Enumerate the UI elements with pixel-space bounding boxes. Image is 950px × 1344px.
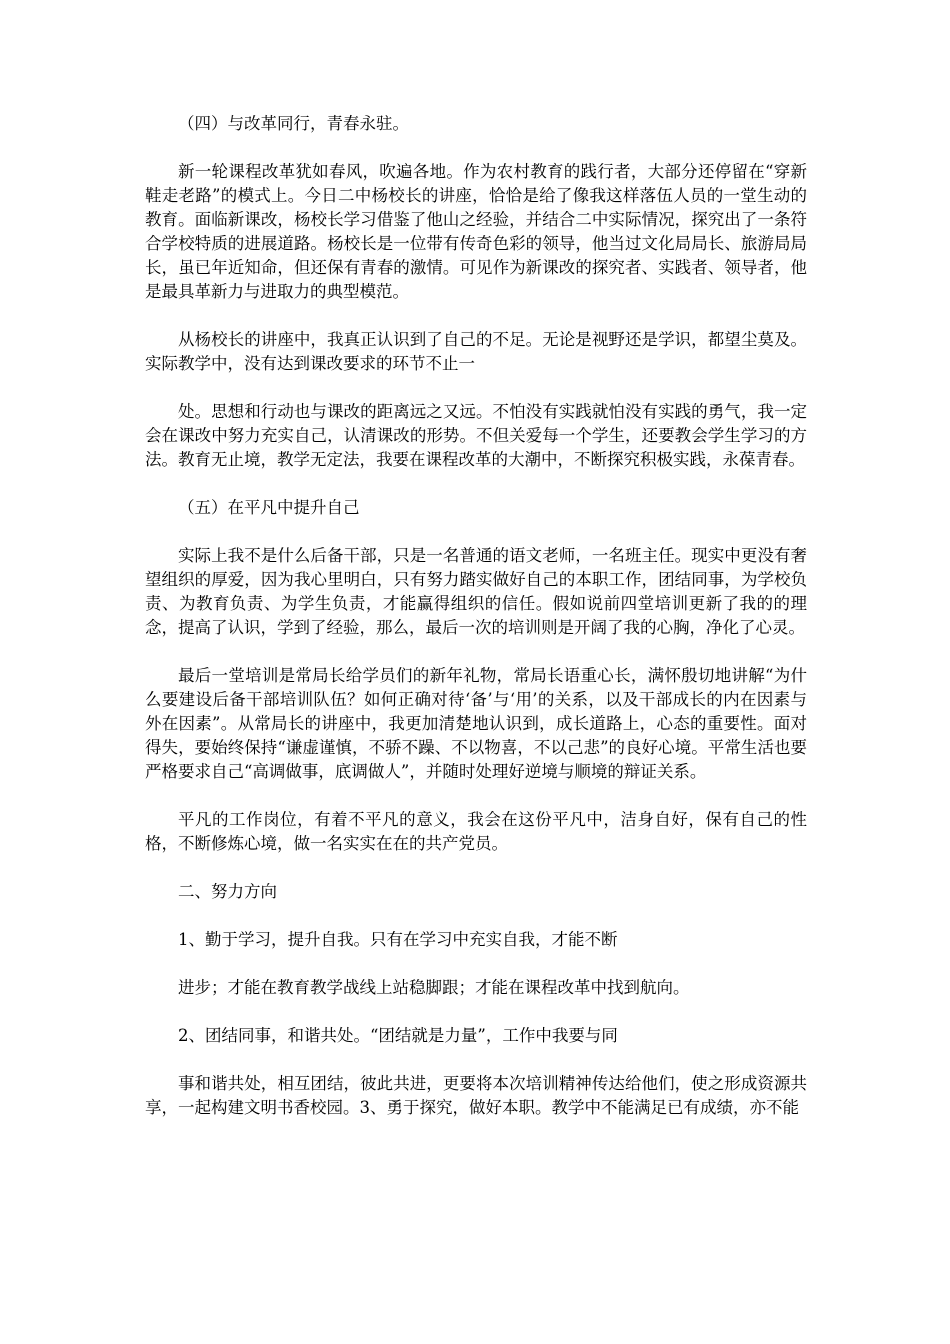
paragraph: 从杨校长的讲座中，我真正认识到了自己的不足。无论是视野还是学识，都望尘莫及。实际教学中，没有达到课改要求的环节不止一 <box>145 330 807 373</box>
paragraph: 事和谐共处，相互团结，彼此共进，更要将本次培训精神传达给他们，使之形成资源共享，一起构建文明书香校园。3、勇于探究，做好本职。教学中不能满足已有成绩，亦不能 <box>145 1074 807 1117</box>
list-item: 2、团结同事，和谐共处。“团结就是力量”，工作中我要与同 <box>178 1026 618 1045</box>
paragraph: 处。思想和行动也与课改的距离远之又远。不怕没有实践就怕没有实践的勇气，我一定会在课改中努力充实自己，认清课改的形势。不但关爱每一个学生，还要教会学生学习的方法。教育无止境，教学无定法，我要在课程改革的大潮中，不断探究积极实践，永葆青春。 <box>145 402 807 469</box>
paragraph: 进步；才能在教育教学战线上站稳脚跟；才能在课程改革中找到航向。 <box>178 978 690 997</box>
list-item: 1、勤于学习，提升自我。只有在学习中充实自我，才能不断 <box>178 930 618 949</box>
section-heading-direction: 二、努力方向 <box>178 882 277 901</box>
paragraph: 实际上我不是什么后备干部，只是一名普通的语文老师，一名班主任。现实中更没有奢望组织的厚爱，因为我心里明白，只有努力踏实做好自己的本职工作，团结同事，为学校负责、为教育负责、为学生负责，才能赢得组织的信任。假如说前四堂培训更新了我的的理念，提高了认识，学到了经验，那么，最后一次的培训则是开阔了我的心胸，净化了心灵。 <box>145 546 807 637</box>
section-heading-four: （四）与改革同行，青春永驻。 <box>178 114 409 133</box>
paragraph: 最后一堂培训是常局长给学员们的新年礼物，常局长语重心长，满怀殷切地讲解“为什么要建设后备干部培训队伍？如何正确对待‘备’与‘用’的关系，以及干部成长的内在因素与外在因素”。从常局长的讲座中，我更加清楚地认识到，成长道路上，心态的重要性。面对得失，要始终保持“谦虚谨慎，不骄不躁、不以物喜，不以己悲”的良好心境。平常生活也要严格要求自己“高调做事，底调做人”，并随时处理好逆境与顺境的辩证关系。 <box>145 666 807 781</box>
paragraph: 平凡的工作岗位，有着不平凡的意义，我会在这份平凡中，洁身自好，保有自己的性格，不断修炼心境，做一名实实在在的共产党员。 <box>145 810 807 853</box>
section-heading-five: （五）在平凡中提升自己 <box>178 498 360 517</box>
paragraph: 新一轮课程改革犹如春风，吹遍各地。作为农村教育的践行者，大部分还停留在“穿新鞋走老路”的模式上。今日二中杨校长的讲座，恰恰是给了像我这样落伍人员的一堂生动的教育。面临新课改，杨校长学习借鉴了他山之经验，并结合二中实际情况，探究出了一条符合学校特质的进展道路。杨校长是一位带有传奇色彩的领导，他当过文化局局长、旅游局局长，虽已年近知命，但还保有青春的激情。可见作为新课改的探究者、实践者、领导者，他是最具革新力与进取力的典型模范。 <box>145 162 807 301</box>
document-body <box>145 112 807 1144</box>
